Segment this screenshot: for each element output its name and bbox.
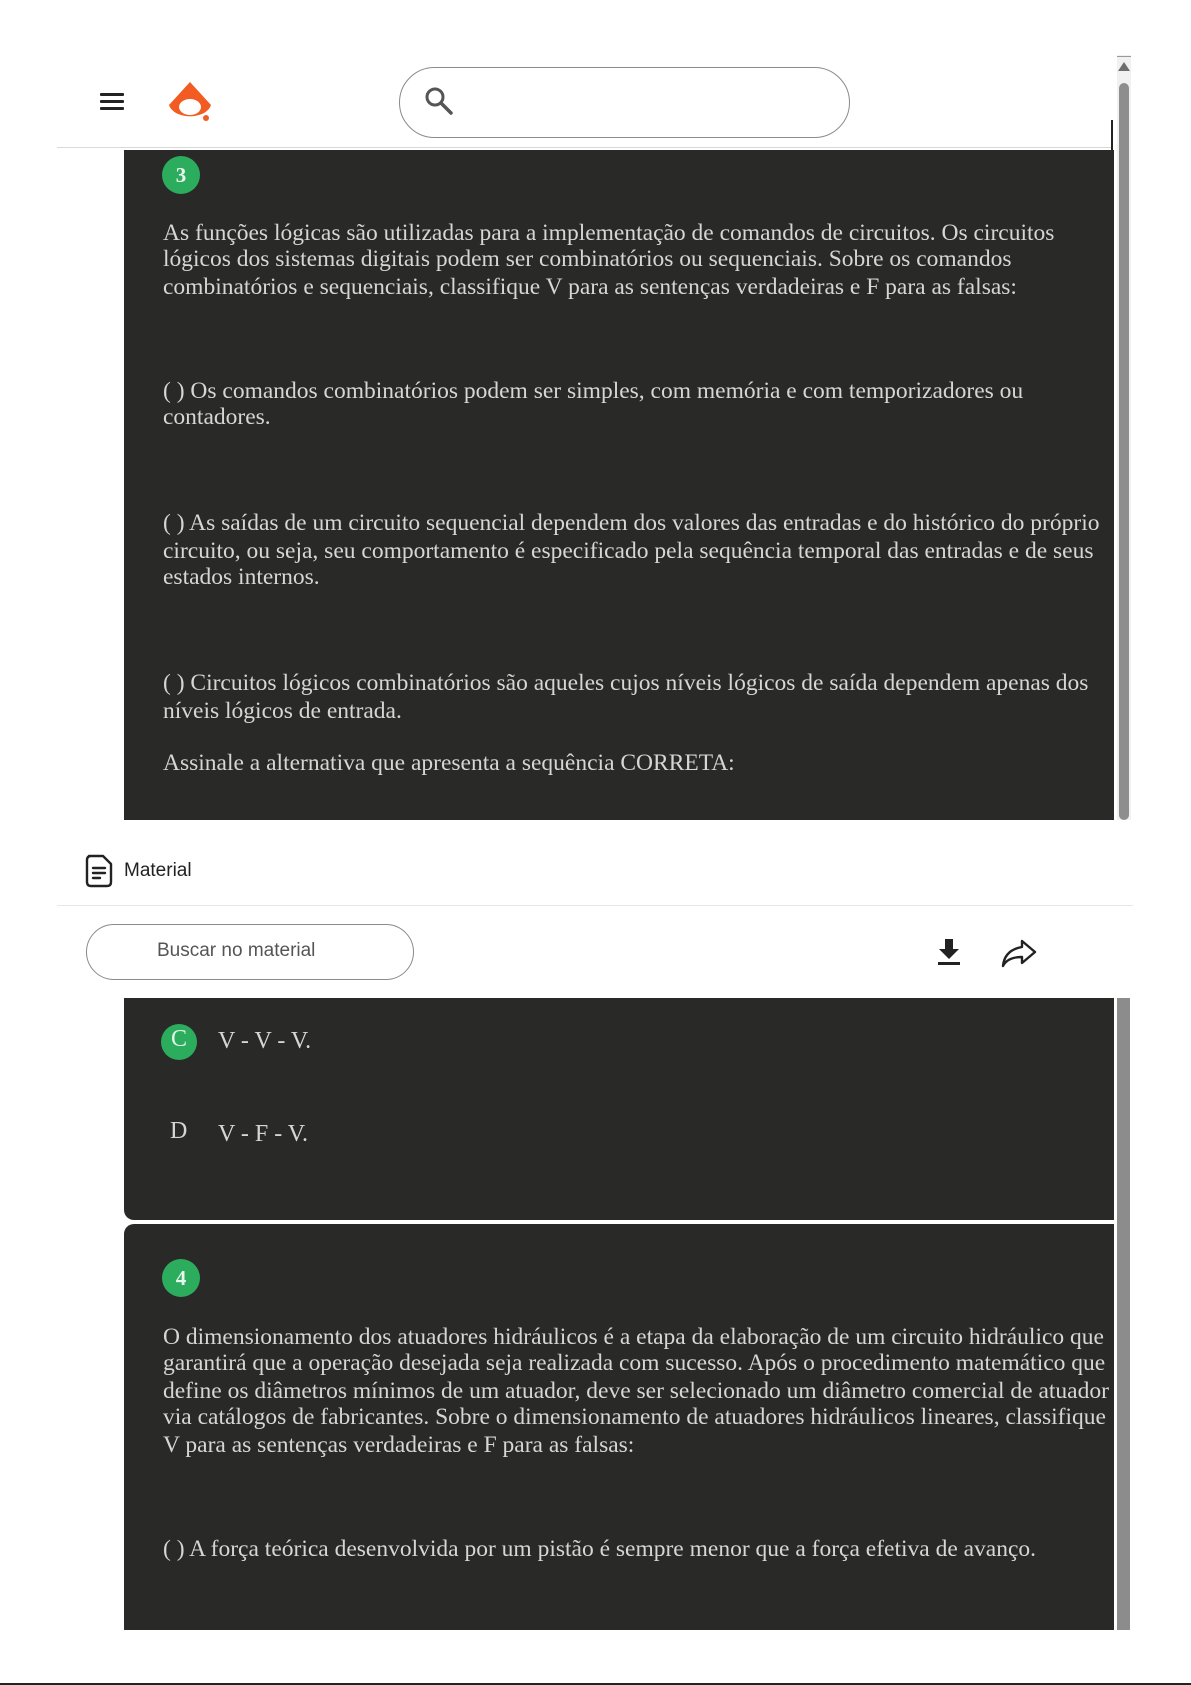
material-header <box>84 854 192 888</box>
question-text: lógicos dos sistemas digitais podem ser combinatórios ou sequenciais. Sobre os comandos <box>163 246 1012 272</box>
question-number-badge: 4 <box>162 1259 200 1297</box>
statement-text: ( ) A força teórica desenvolvida por um pistão é sempre menor que a força efetiva de avanço. <box>163 1536 1037 1562</box>
material-title: Material <box>124 860 192 881</box>
scrollbar-top <box>1117 56 1131 57</box>
statement-text: contadores. <box>163 404 271 430</box>
search-icon[interactable] <box>424 86 454 116</box>
statement-text: níveis lógicos de entrada. <box>163 698 402 724</box>
search-input[interactable] <box>399 67 850 138</box>
statement-text: ( ) As saídas de um circuito sequencial dependem dos valores das entradas e do histórico do próprio <box>163 510 1100 536</box>
header-edge <box>1111 120 1113 150</box>
menu-icon[interactable] <box>100 93 124 111</box>
answer-options-panel <box>124 998 1114 1220</box>
question-4-panel <box>124 1224 1114 1630</box>
question-text: define os diâmetros mínimos de um atuador, deve ser selecionado um diâmetro comercial de atuador <box>163 1378 1109 1404</box>
question-text: V para as sentenças verdadeiras e F para as falsas: <box>163 1432 635 1458</box>
statement-text: ( ) Os comandos combinatórios podem ser simples, com memória e com temporizadores ou <box>163 378 1024 404</box>
option-c-text[interactable]: V - V - V. <box>218 1028 312 1054</box>
statement-text: ( ) Circuitos lógicos combinatórios são aqueles cujos níveis lógicos de saída dependem apenas dos <box>163 670 1089 696</box>
scroll-up-arrow[interactable] <box>1118 62 1130 71</box>
question-text: via catálogos de fabricantes. Sobre o dimensionamento de atuadores hidráulicos lineares, classifique <box>163 1404 1106 1430</box>
question-text: As funções lógicas são utilizadas para a implementação de comandos de circuitos. Os circuitos <box>163 220 1055 246</box>
option-c-badge[interactable]: C <box>161 1024 197 1060</box>
question-text: combinatórios e sequenciais, classifique V para as sentenças verdadeiras e F para as falsas: <box>163 274 1017 300</box>
document-icon <box>84 854 114 888</box>
question-text: garantirá que a operação desejada seja realizada com sucesso. Após o procedimento matemático que <box>163 1350 1106 1376</box>
material-search-placeholder: Buscar no material <box>157 940 316 961</box>
brand-logo[interactable] <box>166 80 214 126</box>
statement-text: circuito, ou seja, seu comportamento é especificado pela sequência temporal das entradas e de seus <box>163 538 1094 564</box>
header-divider <box>57 147 1111 148</box>
question-text: O dimensionamento dos atuadores hidráulicos é a etapa da elaboração de um circuito hidráulico que <box>163 1324 1104 1350</box>
scrollbar-thumb[interactable] <box>1119 83 1129 820</box>
question-3-panel <box>124 150 1114 820</box>
option-d-letter[interactable]: D <box>170 1118 188 1144</box>
instruction-text: Assinale a alternativa que apresenta a sequência CORRETA: <box>163 750 735 776</box>
download-icon[interactable] <box>936 937 962 967</box>
material-divider <box>57 905 1133 906</box>
scrollbar-thumb-lower[interactable] <box>1117 998 1130 1630</box>
question-number-badge: 3 <box>162 156 200 194</box>
share-icon[interactable] <box>1000 938 1038 968</box>
option-d-text[interactable]: V - F - V. <box>218 1121 309 1147</box>
statement-text: estados internos. <box>163 564 320 590</box>
